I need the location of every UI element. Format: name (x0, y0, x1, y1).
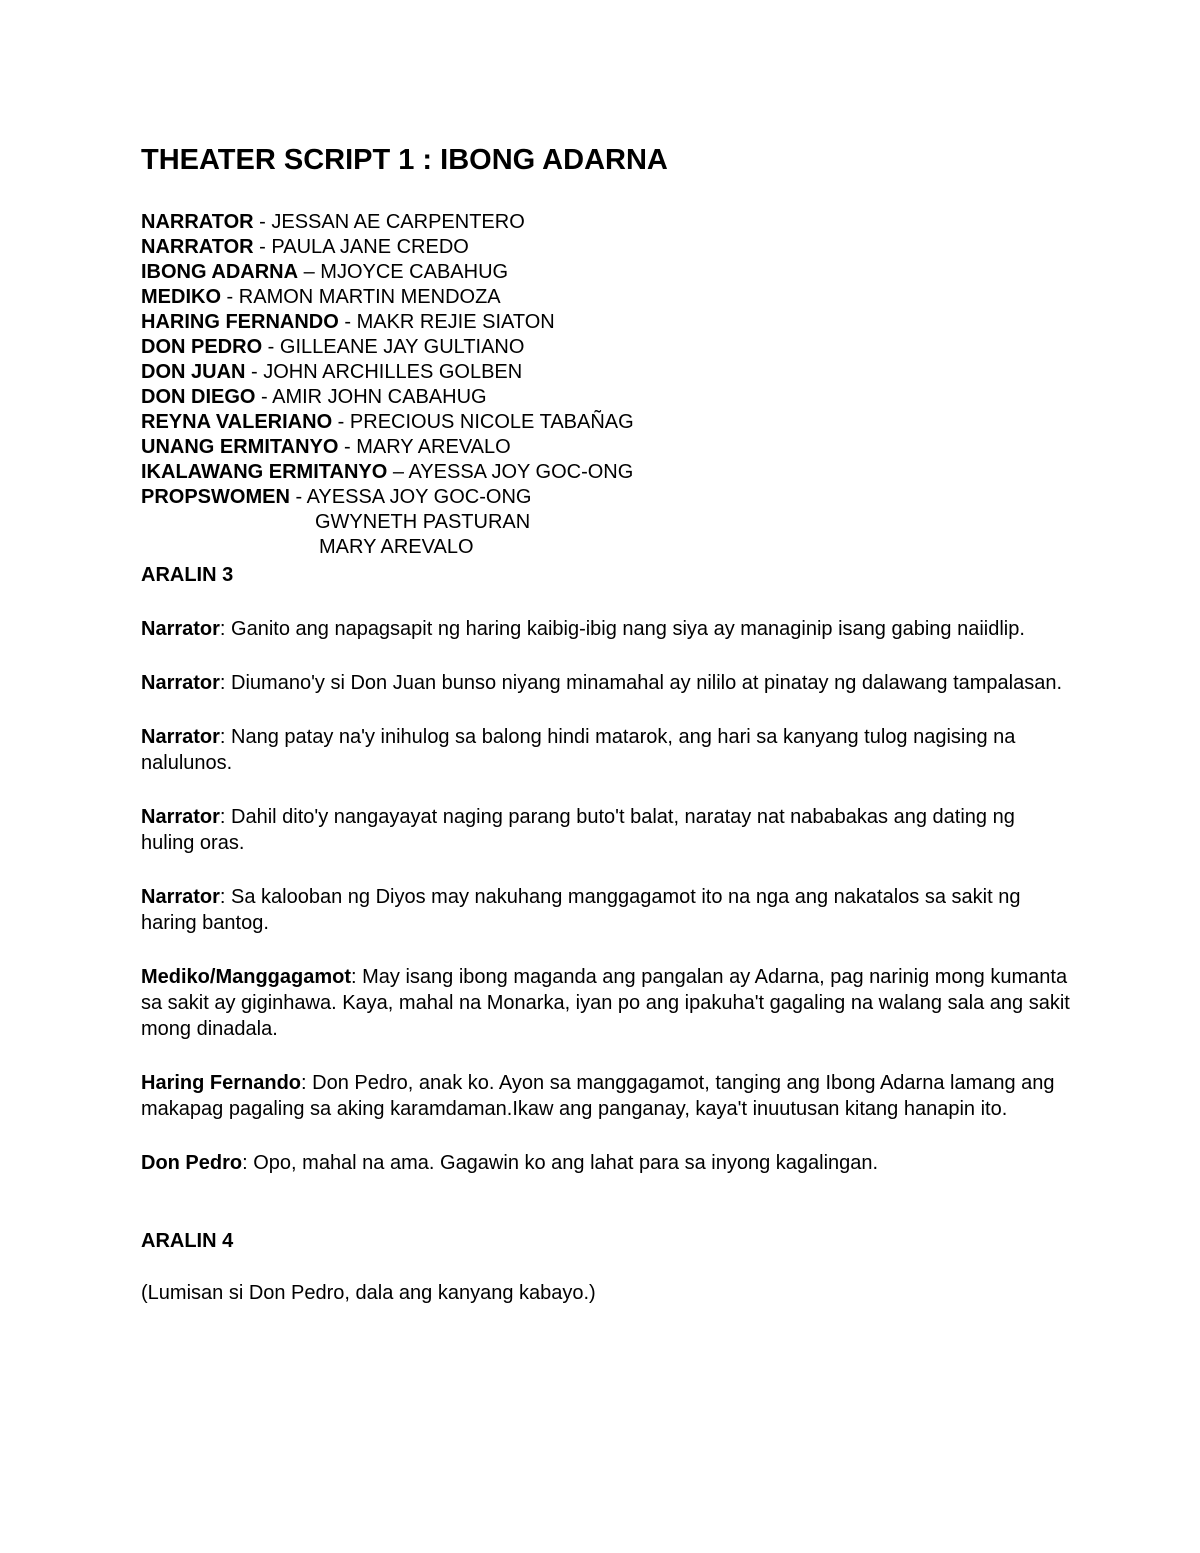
cast-separator: - (289, 486, 307, 508)
script-line (141, 884, 1071, 936)
cast-role: PROPSWOMEN (141, 486, 290, 508)
cast-item (141, 310, 1071, 335)
cast-actor: MAKR REJIE SIATON (356, 311, 555, 333)
line-text: : Don Pedro, anak ko. Ayon sa manggagamot, tanging ang Ibong Adarna lamang ang makapag pagaling sa aking karamdaman.Ikaw ang panganay, kaya't inuutusan kitang hanapin ito. (141, 1072, 1055, 1120)
cast-actor: RAMON MARTIN MENDOZA (238, 286, 501, 308)
cast-item (141, 235, 1071, 260)
cast-separator: - (245, 361, 264, 383)
cast-separator: - (253, 236, 272, 258)
cast-role: DON DIEGO (141, 386, 256, 408)
lesson-heading: ARALIN 4 (141, 1230, 234, 1252)
line-text: : Ganito ang napagsapit ng haring kaibig-ibig nang siya ay managinip isang gabing naiidlip. (219, 618, 1025, 640)
cast-actor: MJOYCE CABAHUG (320, 261, 509, 283)
cast-role: UNANG ERMITANYO (141, 436, 339, 458)
script-line (141, 804, 1071, 856)
stage-direction: (Lumisan si Don Pedro, dala ang kanyang kabayo.) (141, 1282, 596, 1304)
speaker: Narrator (141, 618, 220, 640)
cast-item (141, 460, 1071, 485)
cast-role: NARRATOR (141, 211, 254, 233)
line-text: : Diumano'y si Don Juan bunso niyang minamahal ay nililo at pinatay ng dalawang tampalasan. (219, 672, 1063, 694)
cast-extra-actor: MARY AREVALO (319, 536, 474, 558)
cast-item (141, 210, 1071, 235)
cast-item (141, 385, 1071, 410)
cast-actor: PRECIOUS NICOLE TABAÑAG (349, 411, 634, 433)
script-line (141, 964, 1071, 1042)
script-line (141, 670, 1071, 696)
cast-actor: JESSAN AE CARPENTERO (271, 211, 525, 233)
cast-separator: - (253, 211, 272, 233)
speaker: Narrator (141, 726, 220, 748)
script-line (141, 724, 1071, 776)
cast-role: DON PEDRO (141, 336, 263, 358)
line-text: : Nang patay na'y inihulog sa balong hindi matarok, ang hari sa kanyang tulog nagising na nalulunos. (141, 726, 1016, 774)
cast-separator: – (298, 261, 321, 283)
cast-role: REYNA VALERIANO (141, 411, 333, 433)
cast-role: IBONG ADARNA (141, 261, 299, 283)
cast-separator: - (221, 286, 239, 308)
cast-role: IKALAWANG ERMITANYO (141, 461, 388, 483)
line-text: : May isang ibong maganda ang pangalan ay Adarna, pag narinig mong kumanta sa sakit ay giginhawa. Kaya, mahal na Monarka, iyan po ang ipakuha't gagaling na walang sala ang sakit mong dinadala. (141, 966, 1070, 1040)
cast-actor: MARY AREVALO (356, 436, 511, 458)
cast-role: DON JUAN (141, 361, 246, 383)
line-text: : Opo, mahal na ama. Gagawin ko ang lahat para sa inyong kagalingan. (242, 1152, 879, 1174)
speaker: Haring Fernando (141, 1072, 302, 1094)
cast-separator: - (338, 436, 357, 458)
speaker: Narrator (141, 806, 220, 828)
cast-separator: - (332, 411, 350, 433)
line-text: : Dahil dito'y nangayayat naging parang buto't balat, naratay nat nababakas ang dating ng huling oras. (141, 806, 1015, 854)
cast-actor: GILLEANE JAY GULTIANO (279, 336, 525, 358)
speaker: Mediko/Manggagamot (141, 966, 352, 988)
cast-item (141, 410, 1071, 435)
speaker: Narrator (141, 886, 220, 908)
cast-item (141, 260, 1071, 285)
cast-separator: - (262, 336, 280, 358)
lesson-heading: ARALIN 3 (141, 564, 234, 586)
page-title: THEATER SCRIPT 1 : IBONG ADARNA (141, 144, 668, 176)
script-line (141, 616, 1071, 642)
cast-role: NARRATOR (141, 236, 254, 258)
document-page (141, 140, 1071, 1306)
cast-actor: AYESSA JOY GOC-ONG (408, 461, 634, 483)
cast-list (141, 210, 1071, 560)
cast-actor: JOHN ARCHILLES GOLBEN (263, 361, 523, 383)
cast-item (141, 485, 1071, 510)
cast-extra-actor: GWYNETH PASTURAN (315, 511, 531, 533)
cast-separator: – (387, 461, 409, 483)
cast-actor: AYESSA JOY GOC-ONG (306, 486, 532, 508)
cast-item (141, 335, 1071, 360)
cast-role: MEDIKO (141, 286, 221, 308)
cast-actor: PAULA JANE CREDO (271, 236, 469, 258)
speaker: Don Pedro (141, 1152, 243, 1174)
cast-separator: - (338, 311, 357, 333)
script-line (141, 1150, 1071, 1176)
line-text: : Sa kalooban ng Diyos may nakuhang manggagamot ito na nga ang nakatalos sa sakit ng haring bantog. (141, 886, 1021, 934)
script-line (141, 1070, 1071, 1122)
cast-actor: AMIR JOHN CABAHUG (272, 386, 487, 408)
speaker: Narrator (141, 672, 220, 694)
cast-item (141, 285, 1071, 310)
cast-item (141, 360, 1071, 385)
cast-item (141, 435, 1071, 460)
cast-separator: - (255, 386, 273, 408)
cast-role: HARING FERNANDO (141, 311, 339, 333)
